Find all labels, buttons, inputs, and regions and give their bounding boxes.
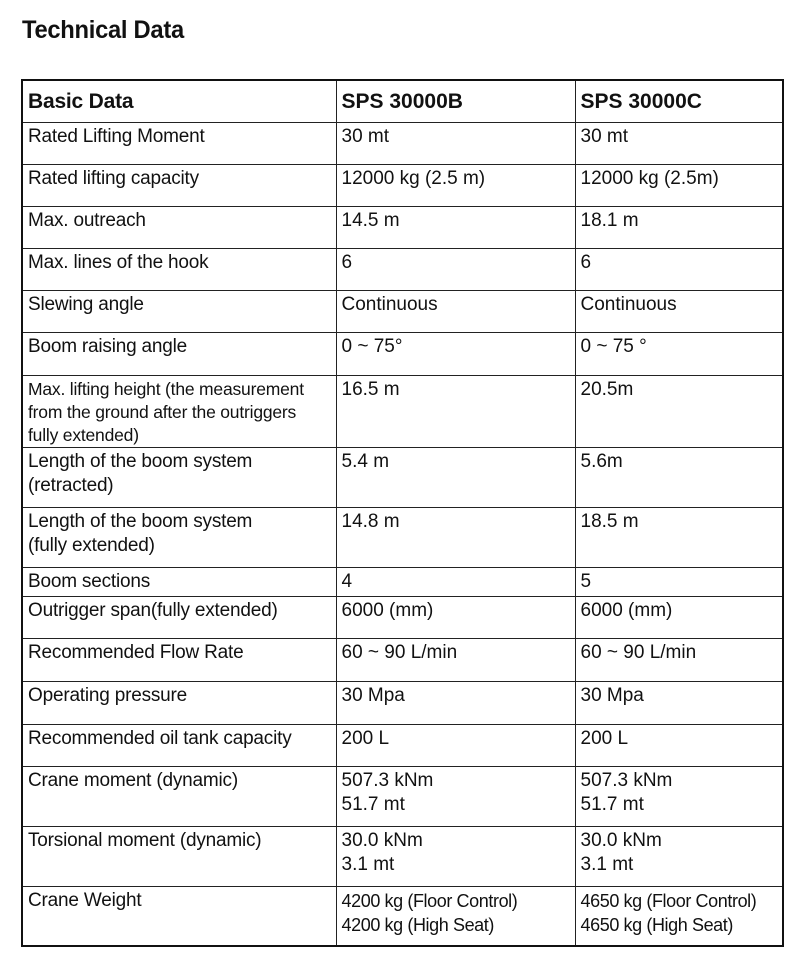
cell-sps-30000c: 30 mt: [575, 122, 783, 164]
cell-sps-30000b: 30.0 kNm 3.1 mt: [336, 826, 575, 886]
table-row: [22, 290, 783, 332]
cell-sps-30000b: 6000 (mm): [336, 596, 575, 638]
cell-sps-30000c: 5.6m: [575, 447, 783, 507]
row-label: Max. outreach: [22, 206, 336, 248]
table-row: [22, 122, 783, 164]
table-row: [22, 826, 783, 886]
cell-sps-30000c: 20.5m: [575, 375, 783, 447]
cell-sps-30000b: Continuous: [336, 290, 575, 332]
cell-sps-30000b: 14.8 m: [336, 507, 575, 567]
cell-sps-30000c: 200 L: [575, 724, 783, 766]
table-row: [22, 567, 783, 596]
row-label: Crane moment (dynamic): [22, 766, 336, 826]
table-row: [22, 766, 783, 826]
cell-sps-30000b: 5.4 m: [336, 447, 575, 507]
row-label: Rated Lifting Moment: [22, 122, 336, 164]
cell-sps-30000c: 60 ~ 90 L/min: [575, 638, 783, 681]
cell-sps-30000b: 30 Mpa: [336, 681, 575, 724]
cell-sps-30000c: 5: [575, 567, 783, 596]
column-header-sps-30000c: SPS 30000C: [575, 80, 783, 122]
table-row: [22, 596, 783, 638]
table-row: [22, 507, 783, 567]
row-label: Torsional moment (dynamic): [22, 826, 336, 886]
row-label: Rated lifting capacity: [22, 164, 336, 206]
cell-sps-30000c: 18.5 m: [575, 507, 783, 567]
row-label: Boom raising angle: [22, 332, 336, 375]
cell-sps-30000c: Continuous: [575, 290, 783, 332]
technical-data-table: [21, 79, 784, 947]
table-row: [22, 332, 783, 375]
column-header-basic-data: Basic Data: [22, 80, 336, 122]
table-row: [22, 447, 783, 507]
cell-sps-30000b: 507.3 kNm 51.7 mt: [336, 766, 575, 826]
cell-sps-30000c: 4650 kg (Floor Control) 4650 kg (High Seat): [575, 886, 783, 946]
cell-sps-30000c: 12000 kg (2.5m): [575, 164, 783, 206]
table-row: [22, 724, 783, 766]
row-label: Crane Weight: [22, 886, 336, 946]
cell-sps-30000b: 200 L: [336, 724, 575, 766]
cell-sps-30000c: 6000 (mm): [575, 596, 783, 638]
row-label: Max. lines of the hook: [22, 248, 336, 290]
cell-sps-30000b: 4200 kg (Floor Control) 4200 kg (High Seat): [336, 886, 575, 946]
cell-sps-30000b: 6: [336, 248, 575, 290]
cell-sps-30000c: 30 Mpa: [575, 681, 783, 724]
cell-sps-30000b: 0 ~ 75°: [336, 332, 575, 375]
cell-sps-30000c: 30.0 kNm 3.1 mt: [575, 826, 783, 886]
cell-sps-30000b: 12000 kg (2.5 m): [336, 164, 575, 206]
row-label: Length of the boom system (retracted): [22, 447, 336, 507]
row-label: Boom sections: [22, 567, 336, 596]
row-label: Outrigger span(fully extended): [22, 596, 336, 638]
row-label: Recommended oil tank capacity: [22, 724, 336, 766]
table-row: [22, 248, 783, 290]
row-label: Length of the boom system (fully extended): [22, 507, 336, 567]
column-header-sps-30000b: SPS 30000B: [336, 80, 575, 122]
table-row: [22, 375, 783, 447]
table-header-row: [22, 80, 783, 122]
cell-sps-30000b: 60 ~ 90 L/min: [336, 638, 575, 681]
table-row: [22, 164, 783, 206]
cell-sps-30000b: 14.5 m: [336, 206, 575, 248]
cell-sps-30000c: 0 ~ 75 °: [575, 332, 783, 375]
page-title: Technical Data: [22, 16, 184, 44]
cell-sps-30000c: 18.1 m: [575, 206, 783, 248]
cell-sps-30000c: 507.3 kNm 51.7 mt: [575, 766, 783, 826]
table-row: [22, 206, 783, 248]
row-label: Slewing angle: [22, 290, 336, 332]
table-row: [22, 638, 783, 681]
cell-sps-30000c: 6: [575, 248, 783, 290]
row-label: Recommended Flow Rate: [22, 638, 336, 681]
table-row: [22, 886, 783, 946]
cell-sps-30000b: 30 mt: [336, 122, 575, 164]
cell-sps-30000b: 4: [336, 567, 575, 596]
cell-sps-30000b: 16.5 m: [336, 375, 575, 447]
row-label: Max. lifting height (the measurement from the ground after the outriggers fully extended): [22, 375, 336, 447]
row-label: Operating pressure: [22, 681, 336, 724]
table-row: [22, 681, 783, 724]
